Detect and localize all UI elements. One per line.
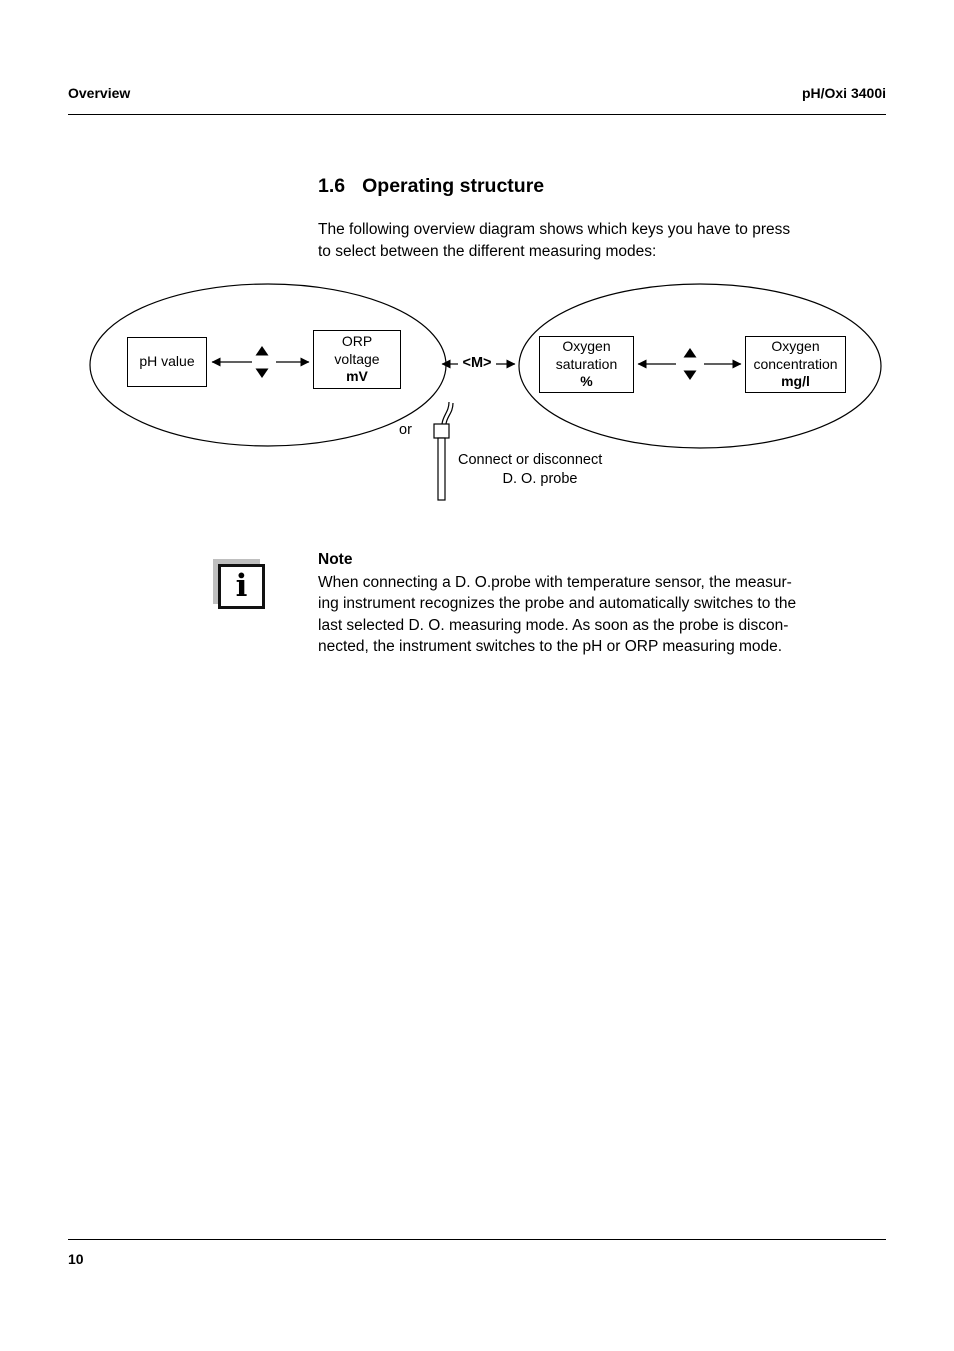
header-divider [68,114,886,115]
probe-caption: Connect or disconnect [458,452,603,468]
oxygen-saturation-box [539,336,634,393]
orp-box-line: ORP [341,333,373,350]
probe-cable [442,402,449,424]
probe-caption: D. O. probe [502,471,578,487]
section-title: Operating structure [362,175,545,197]
intro-paragraph [318,219,790,262]
oxygen-concentration-box [745,336,846,393]
note-body-line: ing instrument recognizes the probe and automatically switches to the [318,595,797,613]
probe-cable [446,403,453,424]
ph-value-label: pH value [139,353,195,370]
footer-divider [68,1239,886,1240]
header-section-label: Overview [68,85,131,101]
probe-shaft [438,438,445,500]
note-body-line: nected, the instrument switches to the pH or ORP measuring mode. [318,637,783,655]
saturation-box-line: saturation [555,355,618,372]
concentration-box-line: concentration [753,355,838,372]
header-product-label: pH/Oxi 3400i [801,85,886,101]
down-arrow-icon [684,371,697,381]
note-body-line: last selected D. O. measuring mode. As soon as the probe is discon- [318,616,789,634]
orp-box-unit: mV [346,368,368,385]
saturation-box-line: Oxygen [562,338,611,355]
info-icon [218,564,265,609]
or-label: or [399,422,412,438]
info-icon-glyph: i [235,568,248,604]
note-title: Note [318,551,353,568]
probe-connector [434,424,449,438]
concentration-box-unit: mg/l [781,373,810,390]
note-body [318,572,796,657]
up-arrow-icon [684,348,697,358]
probe-icon [434,402,453,500]
intro-line: The following overview diagram shows which keys you have to press [318,221,791,238]
section-heading [318,175,544,198]
section-number: 1.6 [318,175,346,197]
up-arrow-icon [256,346,269,356]
ph-value-box [127,337,207,387]
down-arrow-icon [256,369,269,379]
orp-box-line: voltage [334,350,380,367]
m-key-label: <M> [462,355,492,371]
saturation-box-unit: % [580,373,593,390]
orp-voltage-box [313,330,401,389]
intro-line: to select between the different measuring modes: [318,242,657,260]
note-body-line: When connecting a D. O.probe with temperature sensor, the measur- [318,574,792,591]
page-number: 10 [68,1251,84,1267]
concentration-box-line: Oxygen [771,338,820,355]
